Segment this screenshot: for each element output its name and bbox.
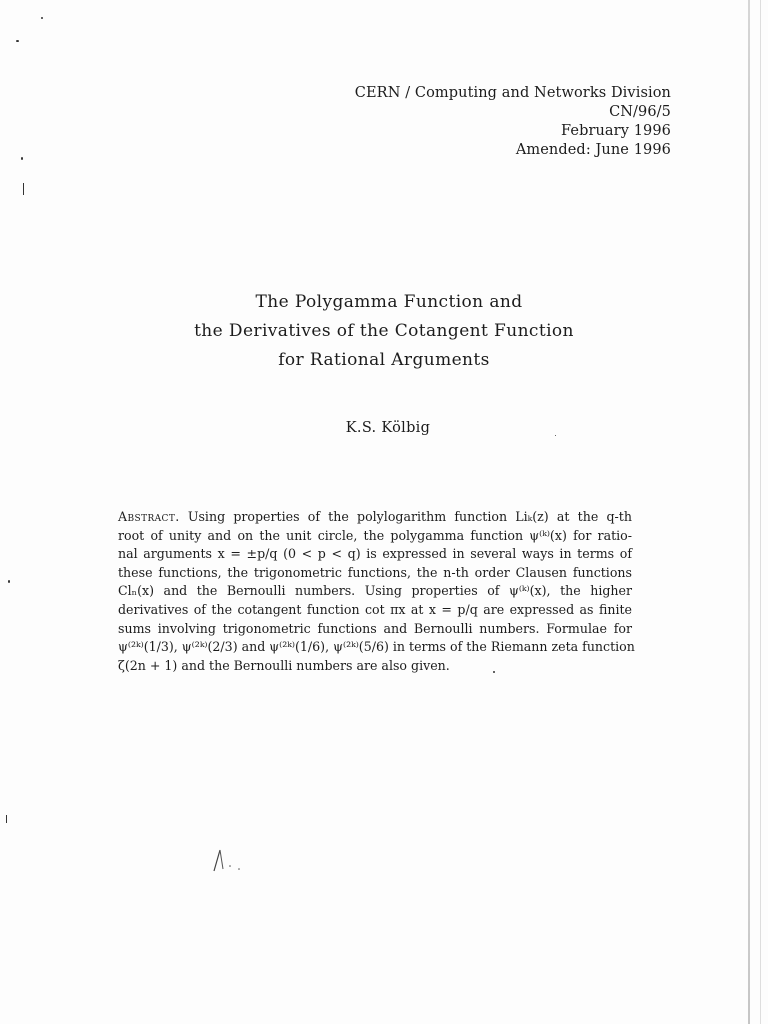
- scan-speck: [21, 157, 23, 160]
- abstract-line-8: ψ⁽²ᵏ⁾(1/3), ψ⁽²ᵏ⁾(2/3) and ψ⁽²ᵏ⁾(1/6), ψ⁽²ᵏ⁾(5/6) in terms of the Riemann zeta function: [118, 639, 635, 655]
- abstract-line-5: Clₙ(x) and the Bernoulli numbers. Using properties of ψ⁽ᵏ⁾(x), the higher: [118, 583, 632, 599]
- title-line-3: for Rational Arguments: [278, 350, 490, 370]
- abstract-text: Using properties of the polylogarithm function Liₖ(z) at the q-th: [187, 509, 632, 524]
- scan-speck: [8, 580, 10, 583]
- amended-date: Amended: June 1996: [515, 142, 671, 158]
- author-name: K.S. Kölbig: [345, 420, 431, 436]
- scan-speck: [6, 815, 7, 823]
- abstract-heading: Abstract.: [118, 509, 180, 524]
- abstract-line-3: nal arguments x = ±p/q (0 < p < q) is expressed in several ways in terms of: [118, 546, 632, 562]
- abstract-line-1: [118, 508, 632, 527]
- report-header: [355, 84, 671, 160]
- abstract-line-6: derivatives of the cotangent function cot πx at x = p/q are expressed as finite: [118, 601, 632, 617]
- abstract-line-9: ζ(2n + 1) and the Bernoulli numbers are also given.: [118, 657, 450, 673]
- scan-speck: [16, 40, 19, 42]
- scan-edge-line: [760, 0, 761, 1024]
- scan-edge-shadow: [748, 0, 750, 1024]
- institution-line: CERN / Computing and Networks Division: [354, 85, 671, 101]
- report-number: CN/96/5: [609, 104, 671, 120]
- title-line-2: the Derivatives of the Cotangent Function: [194, 321, 574, 341]
- scan-speck: [41, 17, 43, 19]
- abstract-line-4: these functions, the trigonometric functions, the n-th order Clausen functions: [118, 564, 632, 580]
- scan-speck: [23, 183, 24, 195]
- abstract-line-2: root of unity and on the unit circle, the polygamma function ψ⁽ᵏ⁾(x) for ratio-: [118, 527, 632, 543]
- abstract-line-7: sums involving trigonometric functions and Bernoulli numbers. Formulae for: [118, 620, 632, 636]
- report-date: February 1996: [561, 123, 671, 139]
- paper-title: [0, 288, 768, 375]
- pen-mark: [212, 849, 246, 875]
- abstract: [118, 508, 635, 675]
- title-line-1: The Polygamma Function and: [255, 292, 523, 312]
